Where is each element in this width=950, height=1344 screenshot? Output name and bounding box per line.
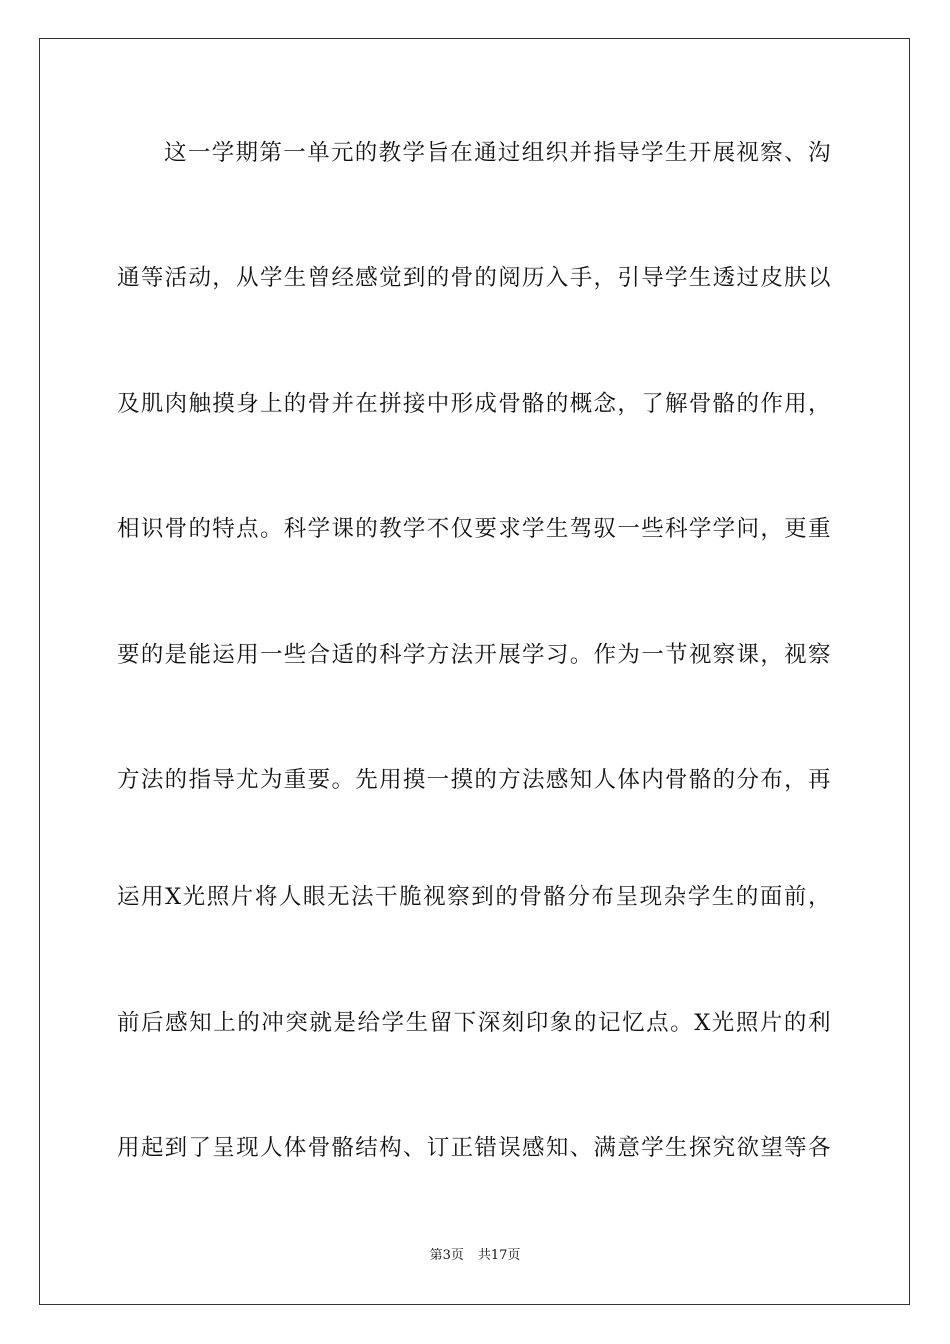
paragraph-line: 相识骨的特点。科学课的教学不仅要求学生驾驭一些科学学问，更重 (117, 516, 831, 542)
paragraph-line: 这一学期第一单元的教学旨在通过组织并指导学生开展视察、沟 (164, 140, 831, 166)
page-number: 第3页 (429, 1248, 464, 1263)
paragraph-line: 方法的指导尤为重要。先用摸一摸的方法感知人体内骨骼的分布，再 (117, 767, 831, 793)
page-border (39, 38, 910, 1305)
paragraph-line: 及肌肉触摸身上的骨并在拼接中形成骨骼的概念，了解骨骼的作用， (117, 391, 831, 417)
paragraph-line: 前后感知上的冲突就是给学生留下深刻印象的记忆点。X光照片的利 (117, 1010, 831, 1036)
paragraph-line: 要的是能运用一些合适的科学方法开展学习。作为一节视察课，视察 (117, 642, 831, 668)
page-footer (0, 1247, 950, 1265)
paragraph-line: 用起到了呈现人体骨骼结构、订正错误感知、满意学生探究欲望等各 (117, 1135, 831, 1161)
paragraph-line: 通等活动，从学生曾经感觉到的骨的阅历入手，引导学生透过皮肤以 (117, 265, 831, 291)
page-total: 共17页 (477, 1248, 521, 1263)
paragraph-line: 运用X光照片将人眼无法干脆视察到的骨骼分布呈现杂学生的面前， (117, 884, 831, 910)
